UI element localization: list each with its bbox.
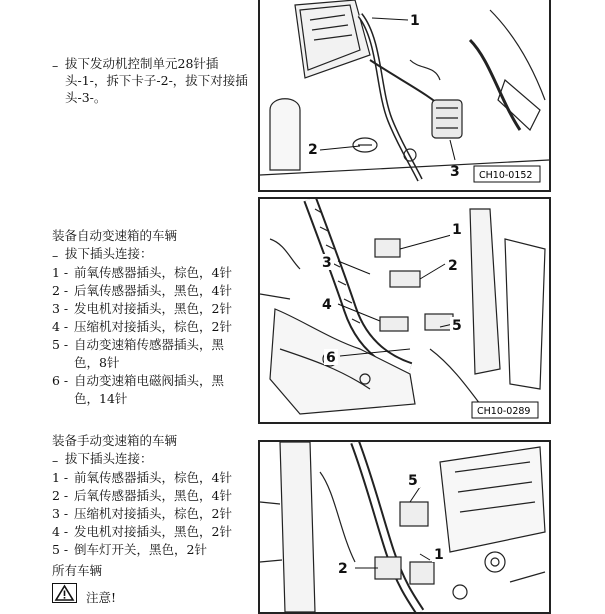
instruction-step <box>52 450 252 467</box>
connector-list-manual <box>52 469 247 559</box>
instruction-step <box>52 55 252 106</box>
figure-code: CH10-0289 <box>477 406 531 417</box>
section-heading-automatic: 装备自动变速箱的车辆 <box>52 228 178 243</box>
figure-3-drawing <box>260 442 549 612</box>
callout-3: 3 <box>322 255 332 271</box>
list-item: 1 - 前氧传感器插头，棕色，4针 <box>52 470 232 485</box>
step-text: 拔下插头连接： <box>65 246 153 261</box>
figure-code: CH10-0152 <box>479 170 533 181</box>
list-item: 6 - 自动变速箱电磁阀插头，黑色，14针 <box>52 373 225 406</box>
callout-6: 6 <box>326 350 336 366</box>
step-dash: – <box>52 248 59 263</box>
list-item: 3 - 发电机对接插头，黑色，2针 <box>52 301 232 316</box>
figure-manual-transmission <box>258 440 551 614</box>
instruction-step <box>52 245 252 262</box>
warning-triangle-icon <box>52 583 77 603</box>
list-item: 5 - 自动变速箱传感器插头，黑色，8针 <box>52 337 225 370</box>
step-text: 拔下发动机控制单元28针插头-1-，拆下卡子-2-，拔下对接插头-3-。 <box>65 56 248 105</box>
callout-3: 3 <box>450 164 460 180</box>
step-dash: – <box>52 453 59 468</box>
figure-engine-control-unit <box>258 0 551 192</box>
callout-2: 2 <box>448 258 458 274</box>
connector-list-automatic <box>52 264 247 408</box>
callout-4: 4 <box>322 297 332 313</box>
figure-automatic-transmission <box>258 197 551 424</box>
step-dash: – <box>52 58 59 73</box>
list-item: 2 - 后氧传感器插头，黑色，4针 <box>52 283 232 298</box>
list-item: 4 - 发电机对接插头，黑色，2针 <box>52 524 232 539</box>
list-item: 2 - 后氧传感器插头，黑色，4针 <box>52 488 232 503</box>
list-item: 4 - 压缩机对接插头，棕色，2针 <box>52 319 232 334</box>
list-item: 5 - 倒车灯开关，黑色，2针 <box>52 542 207 557</box>
figure-2-drawing <box>260 199 549 422</box>
callout-2: 2 <box>308 142 318 158</box>
footer-note-all-vehicles: 所有车辆 <box>52 563 103 578</box>
section-heading-manual: 装备手动变速箱的车辆 <box>52 433 178 448</box>
callout-1: 1 <box>410 13 420 29</box>
list-item: 1 - 前氧传感器插头，棕色，4针 <box>52 265 232 280</box>
callout-2: 2 <box>338 561 348 577</box>
callout-5: 5 <box>408 473 418 489</box>
callout-1: 1 <box>434 547 444 563</box>
callout-1: 1 <box>452 222 462 238</box>
step-text: 拔下插头连接： <box>65 451 153 466</box>
list-item: 3 - 压缩机对接插头，棕色，2针 <box>52 506 232 521</box>
figure-1-drawing <box>260 0 549 190</box>
warning-text: 注意! <box>86 590 117 605</box>
callout-5: 5 <box>452 318 462 334</box>
